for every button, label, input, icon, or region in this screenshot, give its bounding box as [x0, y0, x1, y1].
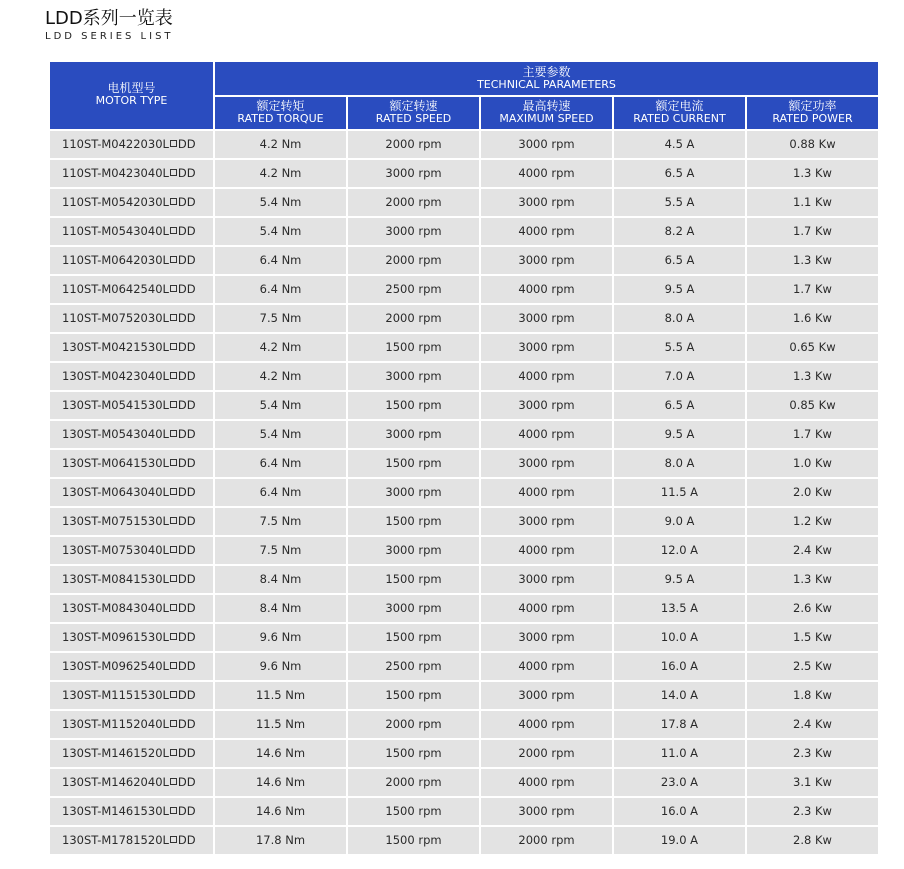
header-rated-current [614, 97, 745, 129]
model-code: 130ST-M0541530L [62, 398, 169, 412]
header-rated-power [747, 97, 878, 129]
table-row [50, 653, 878, 680]
square-placeholder-icon [170, 285, 177, 292]
speed-cell: 3000 rpm [348, 421, 479, 448]
torque-cell: 9.6 Nm [215, 624, 346, 651]
power-cell: 2.0 Kw [747, 479, 878, 506]
header-technical-parameters [215, 62, 878, 95]
motor-type-cell [50, 218, 213, 245]
square-placeholder-icon [170, 227, 177, 234]
torque-cell: 6.4 Nm [215, 276, 346, 303]
max-speed-cell: 2000 rpm [481, 740, 612, 767]
header-maximum-speed [481, 97, 612, 129]
max-speed-cell: 4000 rpm [481, 653, 612, 680]
current-cell: 9.5 A [614, 421, 745, 448]
model-suffix: DD [177, 717, 196, 731]
square-placeholder-icon [170, 691, 177, 698]
table-row [50, 566, 878, 593]
motor-type-cell [50, 798, 213, 825]
torque-cell: 6.4 Nm [215, 450, 346, 477]
max-speed-cell: 3000 rpm [481, 450, 612, 477]
model-suffix: DD [177, 166, 196, 180]
motor-type-cell [50, 160, 213, 187]
motor-type-cell [50, 450, 213, 477]
power-cell: 0.85 Kw [747, 392, 878, 419]
model-code: 130ST-M0421530L [62, 340, 169, 354]
max-speed-cell: 4000 rpm [481, 595, 612, 622]
motor-type-cell [50, 827, 213, 854]
torque-cell: 7.5 Nm [215, 305, 346, 332]
torque-cell: 7.5 Nm [215, 537, 346, 564]
motor-type-cell [50, 566, 213, 593]
model-code: 110ST-M0642030L [62, 253, 169, 267]
power-cell: 2.4 Kw [747, 537, 878, 564]
power-cell: 2.3 Kw [747, 798, 878, 825]
model-code: 130ST-M1461530L [62, 804, 169, 818]
power-cell: 2.8 Kw [747, 827, 878, 854]
square-placeholder-icon [170, 836, 177, 843]
motor-type-cell [50, 131, 213, 158]
current-cell: 6.5 A [614, 160, 745, 187]
current-cell: 8.2 A [614, 218, 745, 245]
power-cell: 1.3 Kw [747, 566, 878, 593]
torque-cell: 17.8 Nm [215, 827, 346, 854]
motor-type-cell [50, 305, 213, 332]
motor-type-cell [50, 479, 213, 506]
power-cell: 1.7 Kw [747, 276, 878, 303]
motor-type-cell [50, 537, 213, 564]
model-code: 110ST-M0543040L [62, 224, 169, 238]
current-cell: 8.0 A [614, 450, 745, 477]
torque-cell: 7.5 Nm [215, 508, 346, 535]
model-code: 110ST-M0542030L [62, 195, 169, 209]
square-placeholder-icon [170, 517, 177, 524]
max-speed-cell: 3000 rpm [481, 247, 612, 274]
speed-cell: 2000 rpm [348, 769, 479, 796]
current-cell: 4.5 A [614, 131, 745, 158]
torque-cell: 5.4 Nm [215, 421, 346, 448]
max-speed-cell: 4000 rpm [481, 479, 612, 506]
motor-type-cell [50, 247, 213, 274]
motor-type-cell [50, 653, 213, 680]
motor-type-cell [50, 189, 213, 216]
current-cell: 8.0 A [614, 305, 745, 332]
speed-cell: 1500 rpm [348, 682, 479, 709]
torque-cell: 8.4 Nm [215, 566, 346, 593]
table-row [50, 131, 878, 158]
header-tech-cn: 主要参数 [522, 65, 571, 79]
speed-cell: 3000 rpm [348, 537, 479, 564]
model-suffix: DD [177, 137, 196, 151]
power-cell: 1.5 Kw [747, 624, 878, 651]
torque-cell: 5.4 Nm [215, 189, 346, 216]
motor-type-cell [50, 421, 213, 448]
model-suffix: DD [177, 833, 196, 847]
model-code: 110ST-M0642540L [62, 282, 169, 296]
speed-cell: 1500 rpm [348, 624, 479, 651]
motor-type-cell [50, 711, 213, 738]
power-cell: 1.1 Kw [747, 189, 878, 216]
current-cell: 16.0 A [614, 653, 745, 680]
speed-cell: 2000 rpm [348, 305, 479, 332]
table-header [50, 62, 878, 129]
header-col-cn: 额定转矩 [256, 99, 305, 113]
square-placeholder-icon [170, 198, 177, 205]
header-tech-en: TECHNICAL PARAMETERS [477, 78, 616, 91]
max-speed-cell: 4000 rpm [481, 160, 612, 187]
speed-cell: 1500 rpm [348, 740, 479, 767]
table-row [50, 798, 878, 825]
speed-cell: 2500 rpm [348, 276, 479, 303]
header-col-cn: 最高转速 [522, 99, 571, 113]
square-placeholder-icon [170, 749, 177, 756]
max-speed-cell: 3000 rpm [481, 305, 612, 332]
power-cell: 1.3 Kw [747, 363, 878, 390]
current-cell: 11.0 A [614, 740, 745, 767]
square-placeholder-icon [170, 430, 177, 437]
table-row [50, 363, 878, 390]
torque-cell: 4.2 Nm [215, 160, 346, 187]
square-placeholder-icon [170, 401, 177, 408]
table-row [50, 479, 878, 506]
current-cell: 6.5 A [614, 392, 745, 419]
square-placeholder-icon [170, 372, 177, 379]
speed-cell: 3000 rpm [348, 479, 479, 506]
torque-cell: 6.4 Nm [215, 479, 346, 506]
square-placeholder-icon [170, 720, 177, 727]
power-cell: 1.0 Kw [747, 450, 878, 477]
motor-type-cell [50, 740, 213, 767]
motor-type-cell [50, 392, 213, 419]
model-suffix: DD [177, 601, 196, 615]
current-cell: 23.0 A [614, 769, 745, 796]
header-col-cn: 额定转速 [389, 99, 438, 113]
header-col-en: RATED SPEED [375, 112, 452, 125]
max-speed-cell: 4000 rpm [481, 421, 612, 448]
current-cell: 14.0 A [614, 682, 745, 709]
model-code: 130ST-M0753040L [62, 543, 169, 557]
page-title: LDD系列一览表 [45, 8, 173, 29]
header-motor-en: MOTOR TYPE [95, 94, 168, 107]
current-cell: 9.5 A [614, 276, 745, 303]
model-code: 130ST-M0962540L [62, 659, 169, 673]
current-cell: 13.5 A [614, 595, 745, 622]
speed-cell: 2000 rpm [348, 711, 479, 738]
power-cell: 1.2 Kw [747, 508, 878, 535]
current-cell: 9.0 A [614, 508, 745, 535]
model-suffix: DD [177, 253, 196, 267]
speed-cell: 1500 rpm [348, 450, 479, 477]
model-code: 130ST-M1152040L [62, 717, 169, 731]
max-speed-cell: 4000 rpm [481, 769, 612, 796]
square-placeholder-icon [170, 633, 177, 640]
max-speed-cell: 3000 rpm [481, 798, 612, 825]
header-col-cn: 额定电流 [655, 99, 704, 113]
speed-cell: 2000 rpm [348, 189, 479, 216]
max-speed-cell: 4000 rpm [481, 363, 612, 390]
speed-cell: 3000 rpm [348, 160, 479, 187]
model-code: 130ST-M0543040L [62, 427, 169, 441]
power-cell: 0.65 Kw [747, 334, 878, 361]
model-code: 110ST-M0423040L [62, 166, 169, 180]
power-cell: 2.3 Kw [747, 740, 878, 767]
table-row [50, 218, 878, 245]
square-placeholder-icon [170, 169, 177, 176]
speed-cell: 1500 rpm [348, 508, 479, 535]
header-rated-torque [215, 97, 346, 129]
square-placeholder-icon [170, 662, 177, 669]
power-cell: 0.88 Kw [747, 131, 878, 158]
header-col-en: MAXIMUM SPEED [499, 112, 594, 125]
torque-cell: 14.6 Nm [215, 769, 346, 796]
header-rated-speed [348, 97, 479, 129]
speed-cell: 1500 rpm [348, 798, 479, 825]
max-speed-cell: 3000 rpm [481, 624, 612, 651]
table-row [50, 537, 878, 564]
power-cell: 1.3 Kw [747, 247, 878, 274]
model-code: 130ST-M1462040L [62, 775, 169, 789]
motor-type-cell [50, 682, 213, 709]
model-suffix: DD [177, 398, 196, 412]
speed-cell: 3000 rpm [348, 363, 479, 390]
current-cell: 16.0 A [614, 798, 745, 825]
max-speed-cell: 3000 rpm [481, 682, 612, 709]
page-title-block [45, 8, 174, 43]
header-col-en: RATED TORQUE [237, 112, 324, 125]
motor-type-cell [50, 276, 213, 303]
header-motor-cn: 电机型号 [107, 81, 156, 95]
max-speed-cell: 3000 rpm [481, 566, 612, 593]
model-suffix: DD [177, 195, 196, 209]
square-placeholder-icon [170, 778, 177, 785]
torque-cell: 4.2 Nm [215, 131, 346, 158]
square-placeholder-icon [170, 256, 177, 263]
torque-cell: 5.4 Nm [215, 392, 346, 419]
max-speed-cell: 3000 rpm [481, 334, 612, 361]
table-row [50, 624, 878, 651]
current-cell: 17.8 A [614, 711, 745, 738]
max-speed-cell: 3000 rpm [481, 131, 612, 158]
current-cell: 11.5 A [614, 479, 745, 506]
torque-cell: 11.5 Nm [215, 682, 346, 709]
max-speed-cell: 3000 rpm [481, 189, 612, 216]
torque-cell: 8.4 Nm [215, 595, 346, 622]
square-placeholder-icon [170, 575, 177, 582]
current-cell: 7.0 A [614, 363, 745, 390]
model-code: 130ST-M0841530L [62, 572, 169, 586]
square-placeholder-icon [170, 604, 177, 611]
current-cell: 12.0 A [614, 537, 745, 564]
speed-cell: 3000 rpm [348, 595, 479, 622]
model-code: 130ST-M0751530L [62, 514, 169, 528]
model-code: 110ST-M0422030L [62, 137, 169, 151]
current-cell: 9.5 A [614, 566, 745, 593]
torque-cell: 14.6 Nm [215, 740, 346, 767]
power-cell: 2.5 Kw [747, 653, 878, 680]
table-row [50, 189, 878, 216]
max-speed-cell: 4000 rpm [481, 711, 612, 738]
max-speed-cell: 2000 rpm [481, 827, 612, 854]
model-suffix: DD [177, 659, 196, 673]
header-col-en: RATED CURRENT [633, 112, 726, 125]
torque-cell: 11.5 Nm [215, 711, 346, 738]
header-motor-type [50, 62, 213, 129]
square-placeholder-icon [170, 343, 177, 350]
current-cell: 10.0 A [614, 624, 745, 651]
motor-type-cell [50, 769, 213, 796]
model-suffix: DD [177, 804, 196, 818]
table-row [50, 682, 878, 709]
model-code: 130ST-M1781520L [62, 833, 169, 847]
motor-type-cell [50, 334, 213, 361]
max-speed-cell: 3000 rpm [481, 392, 612, 419]
torque-cell: 5.4 Nm [215, 218, 346, 245]
model-suffix: DD [177, 630, 196, 644]
power-cell: 2.4 Kw [747, 711, 878, 738]
speed-cell: 2500 rpm [348, 653, 479, 680]
power-cell: 1.8 Kw [747, 682, 878, 709]
motor-type-cell [50, 624, 213, 651]
torque-cell: 6.4 Nm [215, 247, 346, 274]
model-suffix: DD [177, 688, 196, 702]
model-code: 130ST-M0423040L [62, 369, 169, 383]
model-suffix: DD [177, 543, 196, 557]
model-suffix: DD [177, 311, 196, 325]
max-speed-cell: 3000 rpm [481, 508, 612, 535]
model-code: 130ST-M0641530L [62, 456, 169, 470]
square-placeholder-icon [170, 140, 177, 147]
table-body [50, 131, 878, 856]
motor-type-cell [50, 508, 213, 535]
table-row [50, 392, 878, 419]
torque-cell: 9.6 Nm [215, 653, 346, 680]
speed-cell: 2000 rpm [348, 247, 479, 274]
model-suffix: DD [177, 340, 196, 354]
table-row [50, 595, 878, 622]
speed-cell: 1500 rpm [348, 334, 479, 361]
table-row [50, 769, 878, 796]
model-suffix: DD [177, 282, 196, 296]
table-row [50, 740, 878, 767]
model-suffix: DD [177, 775, 196, 789]
square-placeholder-icon [170, 459, 177, 466]
power-cell: 1.7 Kw [747, 218, 878, 245]
model-suffix: DD [177, 485, 196, 499]
torque-cell: 4.2 Nm [215, 334, 346, 361]
speed-cell: 2000 rpm [348, 131, 479, 158]
speed-cell: 1500 rpm [348, 392, 479, 419]
power-cell: 1.3 Kw [747, 160, 878, 187]
motor-type-cell [50, 363, 213, 390]
header-col-en: RATED POWER [772, 112, 853, 125]
model-suffix: DD [177, 572, 196, 586]
current-cell: 19.0 A [614, 827, 745, 854]
power-cell: 1.7 Kw [747, 421, 878, 448]
power-cell: 1.6 Kw [747, 305, 878, 332]
max-speed-cell: 4000 rpm [481, 218, 612, 245]
speed-cell: 1500 rpm [348, 827, 479, 854]
torque-cell: 14.6 Nm [215, 798, 346, 825]
model-code: 130ST-M0843040L [62, 601, 169, 615]
table-row [50, 276, 878, 303]
square-placeholder-icon [170, 314, 177, 321]
model-suffix: DD [177, 224, 196, 238]
speed-cell: 3000 rpm [348, 218, 479, 245]
max-speed-cell: 4000 rpm [481, 276, 612, 303]
speed-cell: 1500 rpm [348, 566, 479, 593]
model-suffix: DD [177, 456, 196, 470]
table-row [50, 160, 878, 187]
table-row [50, 334, 878, 361]
power-cell: 2.6 Kw [747, 595, 878, 622]
current-cell: 6.5 A [614, 247, 745, 274]
table-row [50, 421, 878, 448]
square-placeholder-icon [170, 546, 177, 553]
torque-cell: 4.2 Nm [215, 363, 346, 390]
current-cell: 5.5 A [614, 334, 745, 361]
table-row [50, 711, 878, 738]
table-row [50, 450, 878, 477]
table-row [50, 247, 878, 274]
page-subtitle: LDD SERIES LIST [45, 31, 174, 42]
header-col-cn: 额定功率 [788, 99, 837, 113]
model-code: 130ST-M1461520L [62, 746, 169, 760]
model-code: 130ST-M0961530L [62, 630, 169, 644]
table-row [50, 827, 878, 854]
model-suffix: DD [177, 369, 196, 383]
model-suffix: DD [177, 514, 196, 528]
power-cell: 3.1 Kw [747, 769, 878, 796]
model-code: 130ST-M0643040L [62, 485, 169, 499]
series-table [50, 62, 878, 847]
square-placeholder-icon [170, 488, 177, 495]
square-placeholder-icon [170, 807, 177, 814]
table-row [50, 305, 878, 332]
max-speed-cell: 4000 rpm [481, 537, 612, 564]
model-code: 130ST-M1151530L [62, 688, 169, 702]
model-code: 110ST-M0752030L [62, 311, 169, 325]
current-cell: 5.5 A [614, 189, 745, 216]
motor-type-cell [50, 595, 213, 622]
model-suffix: DD [177, 427, 196, 441]
table-row [50, 508, 878, 535]
model-suffix: DD [177, 746, 196, 760]
